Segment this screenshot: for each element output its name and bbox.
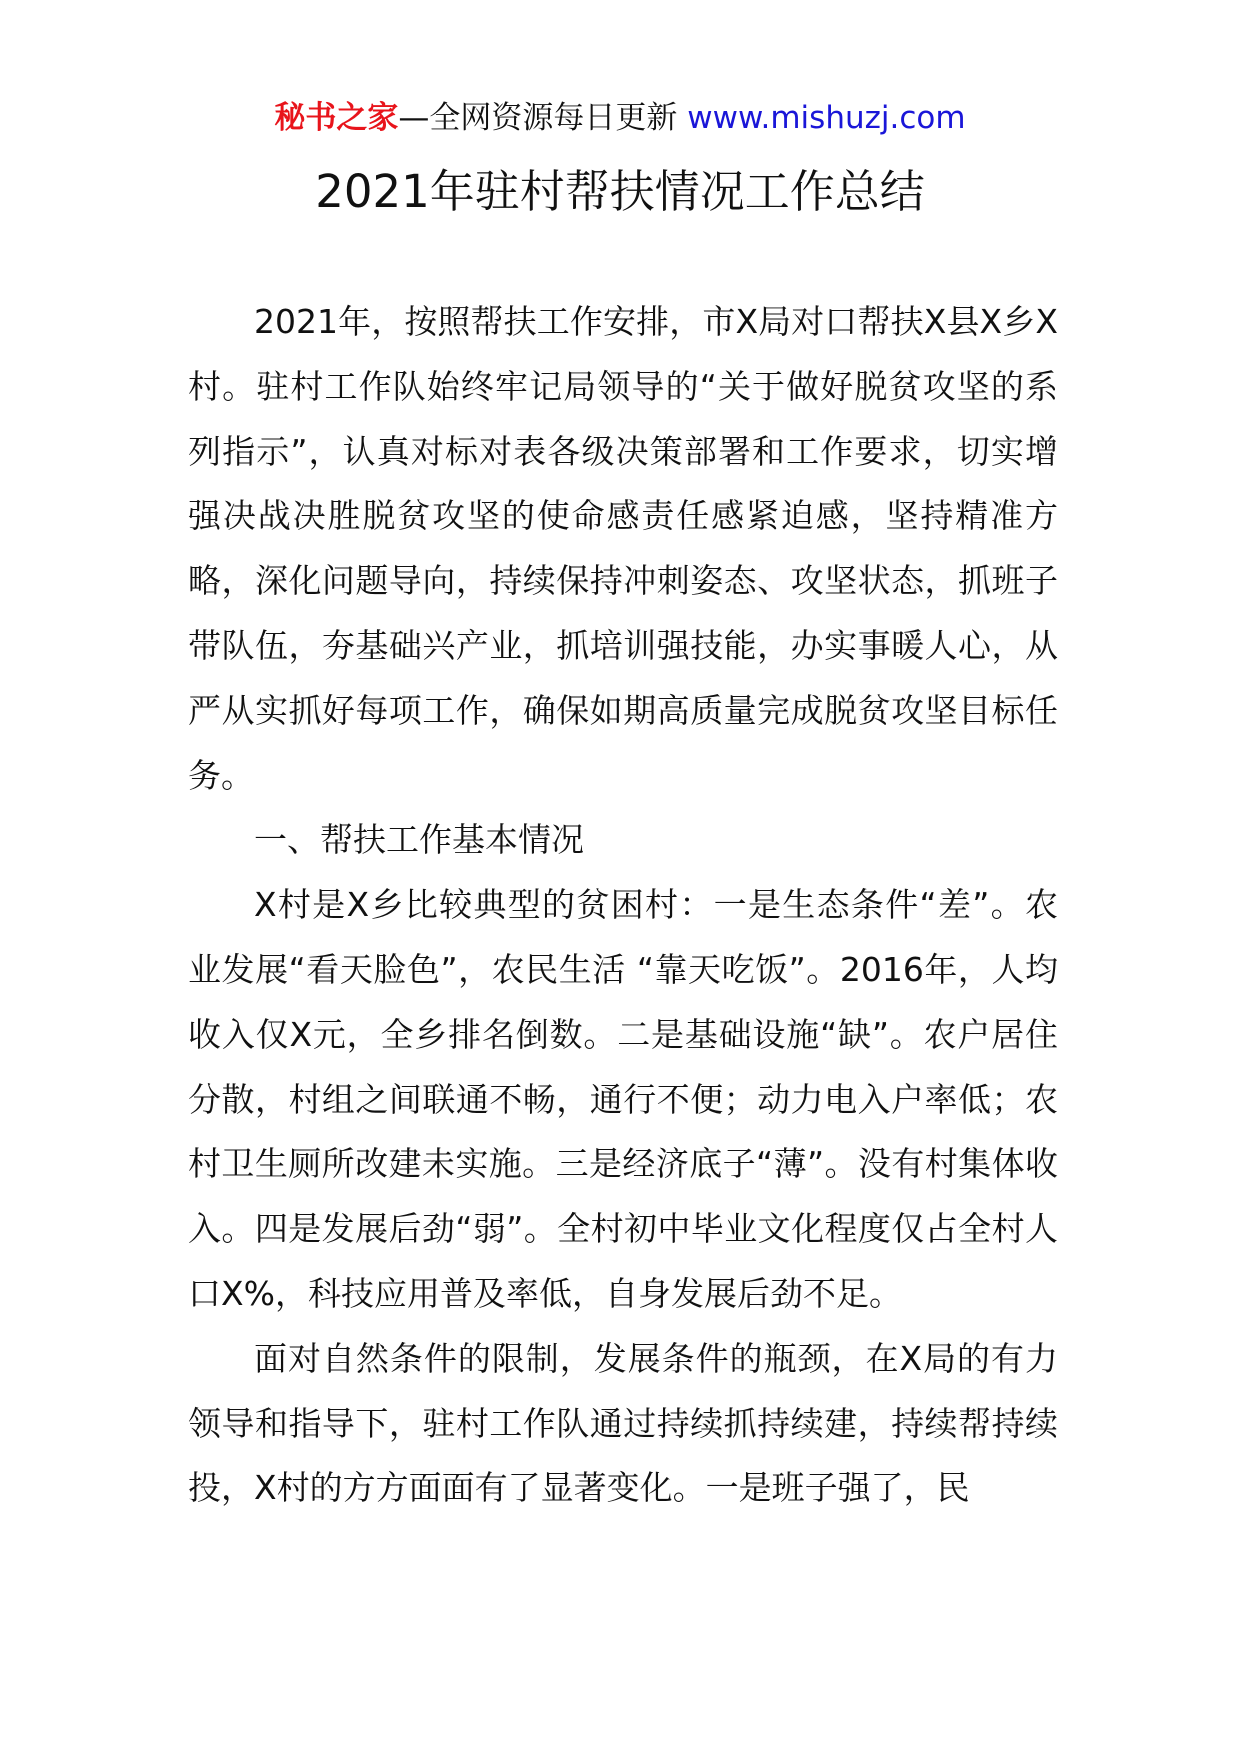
slogan: —全网资源每日更新 [398, 100, 678, 136]
paragraph-situation: X村是X乡比较典型的贫困村：一是生态条件“差”。农业发展“看天脸色”，农民生活 “靠天吃饭”。2016年，人均收入仅X元，全乡排名倒数。二是基础设施“缺”。农户居住分散，村组之间联通不畅，通行不便；动力电入户率低；农村卫生厕所改建未实施。三是经济底子“薄”。没有村集体收入。四是发展后劲“弱”。全村初中毕业文化程度仅占全村人口X%，科技应用普及率低，自身发展后劲不足。 [188, 885, 1058, 1313]
site-header [0, 98, 1240, 138]
document-title: 2021年驻村帮扶情况工作总结 [315, 165, 925, 218]
document-body [188, 290, 1058, 1521]
brand-name: 秘书之家 [274, 100, 399, 136]
paragraph-intro: 2021年，按照帮扶工作安排，市X局对口帮扶X县X乡X村。驻村工作队始终牢记局领导的“关于做好脱贫攻坚的系列指示”，认真对标对表各级决策部署和工作要求，切实增强决战决胜脱贫攻坚的使命感责任感紧迫感，坚持精准方略，深化问题导向，持续保持冲刺姿态、攻坚状态，抓班子带队伍，夯基础兴产业，抓培训强技能，办实事暖人心，从严从实抓好每项工作，确保如期高质量完成脱贫攻坚目标任务。 [188, 302, 1058, 795]
section-heading: 一、帮扶工作基本情况 [254, 820, 584, 860]
paragraph-changes: 面对自然条件的限制，发展条件的瓶颈，在X局的有力领导和指导下，驻村工作队通过持续抓持续建，持续帮持续投，X村的方方面面有了显著变化。一是班子强了，民 [188, 1338, 1058, 1508]
site-url[interactable]: www.mishuzj.com [687, 100, 966, 136]
